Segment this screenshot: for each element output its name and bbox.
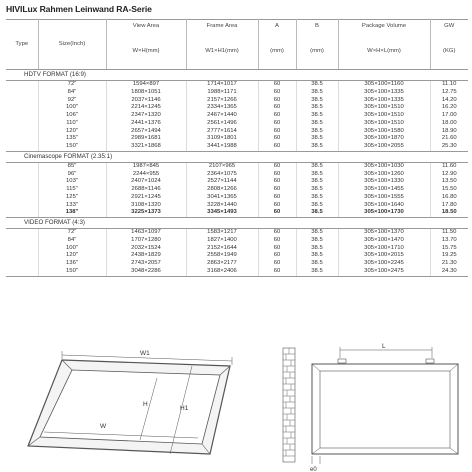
b-cell: 38.5: [296, 260, 338, 268]
a-cell: 60: [258, 260, 296, 268]
l-label: L: [382, 343, 386, 350]
package-cell: 305×100×1260: [338, 171, 430, 179]
table-row: [6, 229, 468, 237]
header-a: A: [258, 20, 296, 35]
gw-cell: 17.80: [441, 201, 457, 208]
header-b: B: [296, 20, 338, 35]
header-view-area-unit: W×H(mm): [106, 35, 186, 70]
gw-cell: 13.70: [441, 236, 457, 243]
size-cell: 100": [38, 245, 106, 253]
gw-cell: 15.50: [441, 186, 457, 192]
size-cell: 150": [38, 268, 106, 276]
view-area-cell: 2743×2057: [106, 260, 186, 268]
type-cell: [6, 81, 38, 89]
table-row: [6, 97, 468, 105]
b-cell: 38.5: [296, 186, 338, 194]
view-area-cell: 2688×1146: [106, 186, 186, 194]
gw-cell: 18.00: [441, 119, 457, 126]
b-cell: 38.5: [296, 209, 338, 217]
header-package-unit: W×H×L(mm): [338, 35, 430, 70]
header-a-unit: (mm): [258, 35, 296, 70]
size-cell: 120": [38, 128, 106, 136]
gw-cell: 18.90: [441, 127, 457, 134]
size-cell: 85": [38, 162, 106, 170]
a-cell: 60: [258, 237, 296, 245]
table-row: [6, 128, 468, 136]
package-cell: 305×100×1455: [338, 186, 430, 194]
frame-area-cell: 3041×1365: [186, 194, 258, 202]
package-cell: 305×100×2015: [338, 252, 430, 260]
frame-area-cell: 3228×1440: [186, 202, 258, 210]
table-row: [6, 171, 468, 179]
view-area-cell: 2347×1320: [106, 112, 186, 120]
type-cell: [6, 245, 38, 253]
view-area-cell: 3225×1373: [106, 209, 186, 217]
size-cell: 150": [38, 143, 106, 151]
a-cell: 60: [258, 178, 296, 186]
header-view-area: View Area: [106, 20, 186, 35]
type-cell: [6, 237, 38, 245]
b-cell: 38.5: [296, 162, 338, 170]
b-cell: 38.5: [296, 245, 338, 253]
a-cell: 60: [258, 81, 296, 89]
view-area-cell: 2921×1245: [106, 194, 186, 202]
view-area-cell: 2407×1024: [106, 178, 186, 186]
type-cell: [6, 268, 38, 276]
type-cell: [6, 209, 38, 217]
size-cell: 138": [38, 209, 106, 217]
section-header-row: [6, 218, 468, 229]
b-cell: 38.5: [296, 135, 338, 143]
table-row: [6, 260, 468, 268]
frame-area-cell: 1583×1217: [186, 229, 258, 237]
a-cell: 60: [258, 268, 296, 276]
type-cell: [6, 135, 38, 143]
section-label: HDTV FORMAT (16:9): [6, 70, 468, 81]
size-cell: 136": [38, 260, 106, 268]
frame-area-cell: 2364×1075: [186, 171, 258, 179]
header-size: Size(Inch): [38, 20, 106, 70]
view-area-cell: 1463×1097: [106, 229, 186, 237]
b-cell: 38.5: [296, 194, 338, 202]
package-cell: 305×100×1330: [338, 178, 430, 186]
gw-cell: 21.30: [441, 260, 457, 266]
table-row: [6, 81, 468, 89]
gw-cell: 11.60: [442, 162, 457, 169]
frame-area-cell: 2152×1644: [186, 245, 258, 253]
size-cell: 135": [38, 135, 106, 143]
a-cell: 60: [258, 104, 296, 112]
type-cell: [6, 120, 38, 128]
frame-area-cell: 2334×1365: [186, 104, 258, 112]
frame-diagram-perspective: [22, 348, 247, 460]
table-row: [6, 209, 468, 217]
type-cell: [6, 171, 38, 179]
package-cell: 305×100×1580: [338, 128, 430, 136]
b-cell: 38.5: [296, 112, 338, 120]
table-row: [6, 143, 468, 151]
type-cell: [6, 143, 38, 151]
gw-cell: 16.20: [441, 104, 457, 111]
b-cell: 38.5: [296, 237, 338, 245]
gw-cell: 17.00: [441, 112, 457, 118]
b-cell: 38.5: [296, 143, 338, 151]
page-title: HIVILux Rahmen Leinwand RA-Serie: [6, 4, 152, 14]
table-row: [6, 112, 468, 120]
type-cell: [6, 104, 38, 112]
frame-area-cell: 3109×1801: [186, 135, 258, 143]
section-header-row: [6, 151, 468, 162]
header-frame-area-unit: W1×H1(mm): [186, 35, 258, 70]
table-row: [6, 162, 468, 170]
spec-table: [6, 19, 468, 277]
frame-area-cell: 2808×1266: [186, 186, 258, 194]
b-cell: 38.5: [296, 81, 338, 89]
package-cell: 305×100×1870: [338, 135, 430, 143]
size-cell: 110": [38, 120, 106, 128]
package-cell: 305×100×1370: [338, 229, 430, 237]
package-cell: 305×100×1510: [338, 112, 430, 120]
gw-cell: 15.75: [441, 244, 457, 251]
header-type: Type: [6, 20, 38, 70]
view-area-cell: 3048×2286: [106, 268, 186, 276]
frame-area-cell: 3345×1493: [186, 209, 258, 217]
package-cell: 305×100×1710: [338, 245, 430, 253]
table-row: [6, 194, 468, 202]
gw-cell: 12.90: [441, 170, 457, 177]
type-cell: [6, 178, 38, 186]
a-cell: 60: [258, 112, 296, 120]
package-cell: 305×100×1160: [338, 81, 430, 89]
type-cell: [6, 202, 38, 210]
a-cell: 60: [258, 162, 296, 170]
a-cell: 60: [258, 209, 296, 217]
table-row: [6, 104, 468, 112]
frame-diagram-wall: [282, 340, 462, 472]
package-cell: 305×100×1640: [338, 202, 430, 210]
gw-cell: 16.80: [441, 193, 457, 200]
type-cell: [6, 260, 38, 268]
size-cell: 96": [38, 171, 106, 179]
e0-label: e0: [310, 467, 317, 472]
b-cell: 38.5: [296, 128, 338, 136]
table-row: [6, 135, 468, 143]
view-area-cell: 3108×1320: [106, 202, 186, 210]
b-cell: 38.5: [296, 268, 338, 276]
frame-area-cell: 2558×1949: [186, 252, 258, 260]
table-row: [6, 178, 468, 186]
view-area-cell: 1594×897: [106, 81, 186, 89]
package-cell: 305×100×1030: [338, 162, 430, 170]
size-cell: 84": [38, 89, 106, 97]
gw-cell: 25.30: [430, 143, 468, 151]
frame-area-cell: 2467×1440: [186, 112, 258, 120]
view-area-cell: 2244×955: [106, 171, 186, 179]
view-area-cell: 2037×1146: [106, 97, 186, 105]
package-cell: 305×100×2475: [338, 268, 430, 276]
view-area-cell: 1808×1051: [106, 89, 186, 97]
header-gw: GW: [430, 20, 468, 35]
gw-cell: 11.10: [442, 81, 457, 87]
section-header-row: [6, 70, 468, 81]
a-cell: 60: [258, 252, 296, 260]
size-cell: 72": [38, 229, 106, 237]
size-cell: 100": [38, 104, 106, 112]
size-cell: 120": [38, 252, 106, 260]
section-label: Cinemascope FORMAT (2.35:1): [6, 151, 468, 162]
a-cell: 60: [258, 143, 296, 151]
table-row: [6, 237, 468, 245]
view-area-cell: 2032×1524: [106, 245, 186, 253]
a-cell: 60: [258, 171, 296, 179]
table-row: [6, 252, 468, 260]
size-cell: 72": [38, 81, 106, 89]
view-area-cell: 2989×1681: [106, 135, 186, 143]
table-row: [6, 120, 468, 128]
type-cell: [6, 112, 38, 120]
header-frame-area: Frame Area: [186, 20, 258, 35]
a-cell: 60: [258, 128, 296, 136]
table-row: [6, 186, 468, 194]
spec-table-body: [6, 70, 468, 277]
size-cell: 115": [38, 186, 106, 194]
size-cell: 103": [38, 178, 106, 186]
frame-area-cell: 2157×1266: [186, 97, 258, 105]
brick-wall-icon: [283, 348, 295, 462]
b-cell: 38.5: [296, 171, 338, 179]
a-cell: 60: [258, 186, 296, 194]
h1-label: H1: [180, 405, 189, 412]
a-cell: 60: [258, 245, 296, 253]
header-b-unit: (mm): [296, 35, 338, 70]
b-cell: 38.5: [296, 89, 338, 97]
package-cell: 305×100×1335: [338, 97, 430, 105]
w1-label: W1: [140, 350, 150, 357]
gw-cell: 12.75: [441, 88, 457, 95]
frame-area-cell: 1827×1400: [186, 237, 258, 245]
frame-area-cell: 2777×1614: [186, 128, 258, 136]
a-cell: 60: [258, 194, 296, 202]
b-cell: 38.5: [296, 104, 338, 112]
b-cell: 38.5: [296, 120, 338, 128]
b-cell: 38.5: [296, 178, 338, 186]
frame-area-cell: 1714×1017: [186, 81, 258, 89]
type-cell: [6, 162, 38, 170]
gw-cell: 21.60: [441, 135, 457, 142]
package-cell: 305×100×1335: [338, 89, 430, 97]
b-cell: 38.5: [296, 229, 338, 237]
size-cell: 106": [38, 112, 106, 120]
package-cell: 305×100×2245: [338, 260, 430, 268]
package-cell: 305×100×1555: [338, 194, 430, 202]
type-cell: [6, 97, 38, 105]
table-row: [6, 89, 468, 97]
section-label: VIDEO FORMAT (4:3): [6, 218, 468, 229]
frame-area-cell: 1988×1171: [186, 89, 258, 97]
gw-cell: 14.20: [441, 96, 457, 103]
frame-area-cell: 2561×1496: [186, 120, 258, 128]
type-cell: [6, 128, 38, 136]
gw-cell: 11.50: [442, 229, 457, 235]
a-cell: 60: [258, 202, 296, 210]
frame-area-cell: 2107×965: [186, 162, 258, 170]
package-cell: 305×100×1510: [338, 120, 430, 128]
h-label: H: [143, 401, 148, 408]
view-area-cell: 2214×1245: [106, 104, 186, 112]
package-cell: 305×100×1730: [338, 209, 430, 217]
package-cell: 305×100×1510: [338, 104, 430, 112]
type-cell: [6, 89, 38, 97]
view-area-cell: 3321×1868: [106, 143, 186, 151]
header-gw-unit: (KG): [430, 35, 468, 70]
a-cell: 60: [258, 89, 296, 97]
b-cell: 38.5: [296, 252, 338, 260]
gw-cell: 19.25: [441, 252, 457, 259]
frame-area-cell: 3441×1988: [186, 143, 258, 151]
a-cell: 60: [258, 229, 296, 237]
package-cell: 305×100×2055: [338, 143, 430, 151]
size-cell: 133": [38, 202, 106, 210]
type-cell: [6, 194, 38, 202]
frame-area-cell: 2863×2177: [186, 260, 258, 268]
size-cell: 92": [38, 97, 106, 105]
b-cell: 38.5: [296, 202, 338, 210]
frame-area-cell: 3168×2406: [186, 268, 258, 276]
header-package: Package Volume: [338, 20, 430, 35]
table-row: [6, 202, 468, 210]
view-area-cell: 2438×1829: [106, 252, 186, 260]
type-cell: [6, 229, 38, 237]
gw-cell: 24.30: [430, 268, 468, 276]
b-cell: 38.5: [296, 97, 338, 105]
frame-area-cell: 2527×1144: [186, 178, 258, 186]
a-cell: 60: [258, 120, 296, 128]
size-cell: 84": [38, 237, 106, 245]
view-area-cell: 2657×1494: [106, 128, 186, 136]
size-cell: 125": [38, 194, 106, 202]
table-row: [6, 245, 468, 253]
a-cell: 60: [258, 97, 296, 105]
table-row: [6, 268, 468, 276]
view-area-cell: 1707×1280: [106, 237, 186, 245]
w-label: W: [100, 423, 107, 430]
view-area-cell: 1987×845: [106, 162, 186, 170]
type-cell: [6, 252, 38, 260]
gw-cell: 13.50: [441, 178, 457, 185]
view-area-cell: 2441×1376: [106, 120, 186, 128]
gw-cell: 18.50: [430, 209, 468, 217]
a-cell: 60: [258, 135, 296, 143]
package-cell: 305×100×1470: [338, 237, 430, 245]
type-cell: [6, 186, 38, 194]
